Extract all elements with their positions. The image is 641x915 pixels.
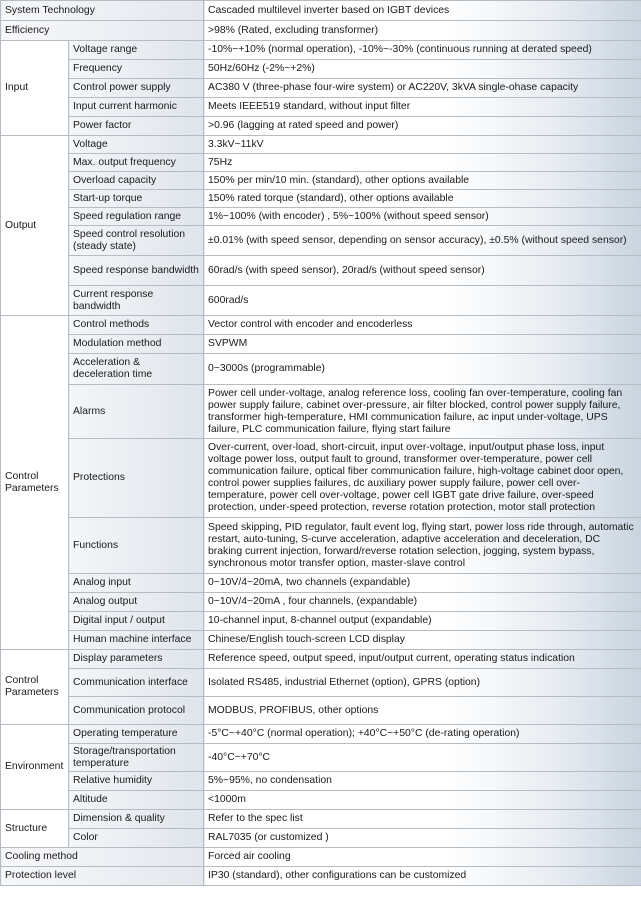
table-row — [1, 286, 641, 316]
row-label: Alarms — [69, 385, 204, 439]
table-row — [1, 439, 641, 518]
row-label: Communication protocol — [69, 697, 204, 725]
table-row — [1, 190, 641, 208]
row-value: MODBUS, PROFIBUS, other options — [204, 697, 641, 725]
table-row — [1, 208, 641, 226]
table-row — [1, 631, 641, 650]
row-value: <1000m — [204, 791, 641, 810]
table-row — [1, 867, 641, 886]
table-row — [1, 669, 641, 697]
row-label: Modulation method — [69, 335, 204, 354]
row-label: Altitude — [69, 791, 204, 810]
row-value: 0~3000s (programmable) — [204, 354, 641, 385]
table-row — [1, 574, 641, 593]
category-label: Output — [1, 136, 69, 316]
table-row — [1, 21, 641, 41]
row-label: Power factor — [69, 117, 204, 136]
row-label: Color — [69, 829, 204, 848]
table-row — [1, 744, 641, 772]
row-label: Functions — [69, 518, 204, 574]
row-value: 60rad/s (with speed sensor), 20rad/s (without speed sensor) — [204, 256, 641, 286]
row-label: Cooling method — [1, 848, 204, 867]
table-row — [1, 136, 641, 154]
row-label: Control methods — [69, 316, 204, 335]
row-value: RAL7035 (or customized ) — [204, 829, 641, 848]
row-label: Storage/transportation temperature — [69, 744, 204, 772]
row-label: Overload capacity — [69, 172, 204, 190]
table-row — [1, 316, 641, 335]
row-label: Speed control resolution (steady state) — [69, 226, 204, 256]
row-label: Voltage — [69, 136, 204, 154]
row-label: Display parameters — [69, 650, 204, 669]
row-value: Chinese/English touch-screen LCD display — [204, 631, 641, 650]
row-label: Communication interface — [69, 669, 204, 697]
category-label: Environment — [1, 725, 69, 810]
row-label: Dimension & quality — [69, 810, 204, 829]
row-value: -10%~+10% (normal operation), -10%~-30% (continuous running at derated speed) — [204, 41, 641, 60]
row-label: Control power supply — [69, 79, 204, 98]
row-label: Speed regulation range — [69, 208, 204, 226]
table-row — [1, 98, 641, 117]
row-label: Protection level — [1, 867, 204, 886]
row-label: Efficiency — [1, 21, 204, 41]
table-row — [1, 725, 641, 744]
table-row — [1, 848, 641, 867]
row-value: Forced air cooling — [204, 848, 641, 867]
table-row — [1, 79, 641, 98]
table-row — [1, 593, 641, 612]
row-value: Speed skipping, PID regulator, fault event log, flying start, power loss ride through, automatic restart, auto-tuning, S-curve acceleration, adaptive acceleration and deceleration, DC braking current injection, forward/reverse rotation selection, jogging, system bypass, synchronous motor transfer option, master-slave control — [204, 518, 641, 574]
row-value: 0~10V/4~20mA, two channels (expandable) — [204, 574, 641, 593]
row-value: Vector control with encoder and encoderless — [204, 316, 641, 335]
table-row — [1, 1, 641, 21]
row-label: Human machine interface — [69, 631, 204, 650]
row-value: 1%~100% (with encoder) , 5%~100% (without speed sensor) — [204, 208, 641, 226]
row-value: Refer to the spec list — [204, 810, 641, 829]
row-value: SVPWM — [204, 335, 641, 354]
table-row — [1, 354, 641, 385]
row-label: Analog output — [69, 593, 204, 612]
row-value: -40°C~+70°C — [204, 744, 641, 772]
row-label: Max. output frequency — [69, 154, 204, 172]
row-value: 3.3kV~11kV — [204, 136, 641, 154]
row-label: Protections — [69, 439, 204, 518]
row-value: >98% (Rated, excluding transformer) — [204, 21, 641, 41]
row-value: 600rad/s — [204, 286, 641, 316]
table-row — [1, 810, 641, 829]
row-value: Reference speed, output speed, input/output current, operating status indication — [204, 650, 641, 669]
category-label: Input — [1, 41, 69, 136]
row-value: 75Hz — [204, 154, 641, 172]
row-label: Relative humidity — [69, 772, 204, 791]
row-value: -5°C~+40°C (normal operation); +40°C~+50°C (de-rating operation) — [204, 725, 641, 744]
row-value: 150% rated torque (standard), other options available — [204, 190, 641, 208]
row-label: System Technology — [1, 1, 204, 21]
table-row — [1, 172, 641, 190]
table-row — [1, 335, 641, 354]
row-value: 5%~95%, no condensation — [204, 772, 641, 791]
table-row — [1, 612, 641, 631]
row-value: IP30 (standard), other configurations can be customized — [204, 867, 641, 886]
row-value: >0.96 (lagging at rated speed and power) — [204, 117, 641, 136]
row-label: Digital input / output — [69, 612, 204, 631]
row-value: Over-current, over-load, short-circuit, input over-voltage, input/output phase loss, input voltage power loss, output fault to ground, transformer over-temperature, power cell communication failure, optical fiber communication failure, high-voltage cabinet door open, control power supplies failures, dc auxiliary power supply failure, power cell over-temperature, power cell over-voltage, power cell IGBT gate drive failure, over-speed protection, under-speed protection, reverse rotation protection, motor stall protection — [204, 439, 641, 518]
table-row — [1, 518, 641, 574]
row-value: 10-channel input, 8-channel output (expandable) — [204, 612, 641, 631]
row-label: Current response bandwidth — [69, 286, 204, 316]
table-row — [1, 41, 641, 60]
row-label: Operating temperature — [69, 725, 204, 744]
category-label: Control Parameters — [1, 316, 69, 650]
table-row — [1, 650, 641, 669]
table-row — [1, 256, 641, 286]
row-label: Analog input — [69, 574, 204, 593]
row-value: Isolated RS485, industrial Ethernet (option), GPRS (option) — [204, 669, 641, 697]
table-row — [1, 60, 641, 79]
table-row — [1, 791, 641, 810]
row-value: 0~10V/4~20mA , four channels, (expandable) — [204, 593, 641, 612]
row-value: Cascaded multilevel inverter based on IGBT devices — [204, 1, 641, 21]
table-row — [1, 117, 641, 136]
table-row — [1, 772, 641, 791]
row-label: Voltage range — [69, 41, 204, 60]
table-row — [1, 697, 641, 725]
row-label: Speed response bandwidth — [69, 256, 204, 286]
row-label: Start-up torque — [69, 190, 204, 208]
row-value: AC380 V (three-phase four-wire system) or AC220V, 3kVA single-ohase capacity — [204, 79, 641, 98]
table-row — [1, 385, 641, 439]
table-row — [1, 829, 641, 848]
table-row — [1, 154, 641, 172]
row-label: Input current harmonic — [69, 98, 204, 117]
row-value: 50Hz/60Hz (-2%~+2%) — [204, 60, 641, 79]
table-row — [1, 226, 641, 256]
row-label: Acceleration & deceleration time — [69, 354, 204, 385]
row-value: 150% per min/10 min. (standard), other options available — [204, 172, 641, 190]
category-label: Structure — [1, 810, 69, 848]
row-value: ±0.01% (with speed sensor, depending on sensor accuracy), ±0.5% (without speed sensor) — [204, 226, 641, 256]
category-label: Control Parameters — [1, 650, 69, 725]
row-label: Frequency — [69, 60, 204, 79]
row-value: Meets IEEE519 standard, without input filter — [204, 98, 641, 117]
row-value: Power cell under-voltage, analog reference loss, cooling fan over-temperature, cooling fan power supply failure, cabinet over-pressure, air filter blocked, control power supply failure, transformer high-temperature, HMI communication failure, ac input under-voltage, UPS failure, PLC communication failure, flying start failure — [204, 385, 641, 439]
